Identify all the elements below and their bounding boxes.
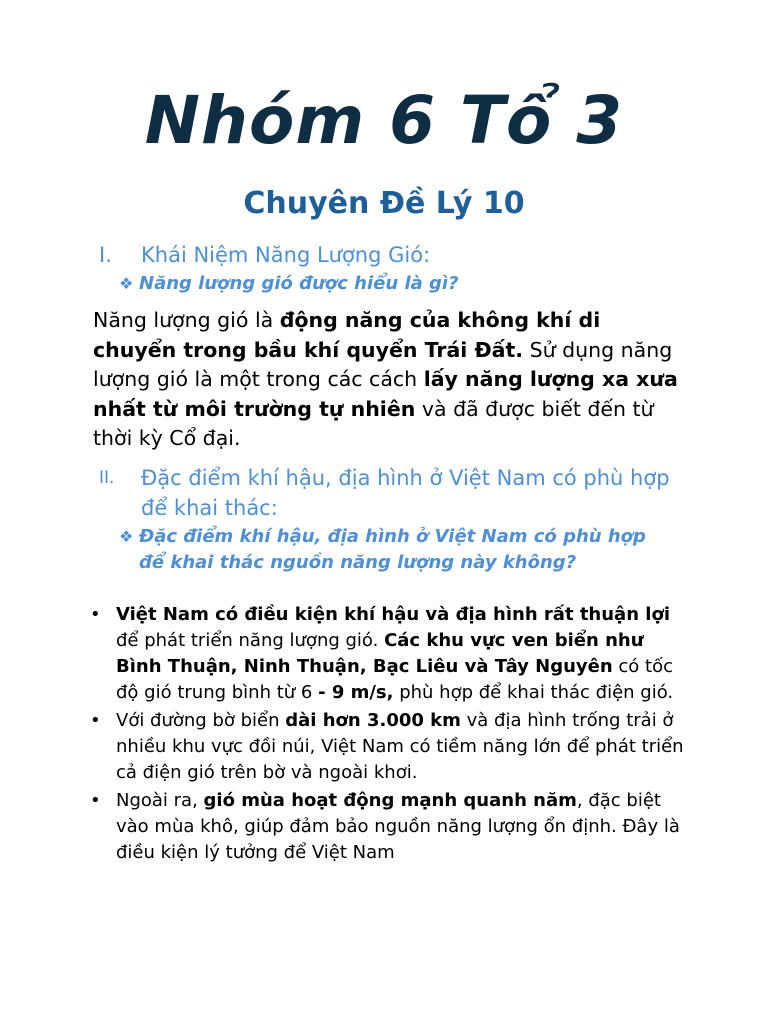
section-2-question — [119, 524, 679, 602]
section-1-paragraph — [93, 306, 683, 454]
section-1-heading — [99, 240, 699, 270]
bullet-bold: dài hơn 3.000 km — [285, 710, 461, 731]
section-2-title: Đặc điểm khí hậu, địa hình ở Việt Nam có phù hợp để khai thác: — [141, 466, 670, 520]
diamond-bullet-icon: ❖ — [119, 527, 134, 546]
bullet-text: Ngoài ra, — [116, 790, 204, 811]
list-item — [88, 602, 688, 706]
list-item — [88, 708, 688, 786]
bullet-text: Với đường bờ biển — [116, 710, 286, 731]
section-2-heading — [99, 463, 699, 523]
section-1-question — [119, 271, 679, 297]
round-bullet-icon: • — [90, 710, 101, 731]
bullet-bold: Các khu vực ven biển như Bình Thuận, Ninh Thuận, Bạc Liêu và Tây Nguyên — [116, 630, 644, 677]
bullet-text: để phát triển năng lượng gió. — [116, 630, 385, 651]
paragraph-text: và đã được biết đến từ thời kỳ Cổ đại. — [93, 396, 654, 450]
section-2-question-text: Đặc điểm khí hậu, địa hình ở Việt Nam có phù hợp để khai thác nguồn năng lượng này không? — [139, 526, 646, 573]
bullet-text: , đặc biệt vào mùa khô, giúp đảm bảo nguồn năng lượng ổn định. Đây là điều kiện lý tưởng để Việt Nam — [116, 790, 680, 863]
diamond-bullet-icon: ❖ — [119, 274, 134, 293]
bullet-text: có tốc độ gió trung bình từ 6 — [116, 656, 674, 703]
section-2-number: II. — [99, 468, 115, 488]
paragraph-text: Năng lượng gió là — [93, 308, 280, 332]
section-1-question-text: Năng lượng gió được hiểu là gì? — [139, 273, 459, 294]
document-title: Nhóm 6 Tổ 3 — [144, 82, 624, 159]
round-bullet-icon: • — [90, 604, 101, 625]
paragraph-bold: lấy năng lượng xa xưa nhất từ môi trường tự nhiên — [93, 367, 678, 421]
section-1-title: Khái Niệm Năng Lượng Gió: — [141, 243, 431, 267]
bullet-text: và địa hình trống trải ở nhiều khu vực đồi núi, Việt Nam có tiềm năng lớn để phát triển cả điện gió trên bờ và ngoài khơi. — [116, 710, 684, 783]
bullet-bold: Việt Nam có điều kiện khí hậu và địa hình rất thuận lợi — [116, 604, 670, 625]
list-item — [88, 788, 688, 866]
bullet-bold: gió mùa hoạt động mạnh quanh năm — [203, 790, 577, 811]
paragraph-bold: động năng của không khí di chuyển trong bầu khí quyển Trái Đất. — [93, 308, 601, 362]
section-1-number: I. — [99, 243, 112, 267]
bullet-bold: - 9 m/s, — [318, 682, 394, 703]
bullet-text: phù hợp để khai thác điện gió. — [393, 682, 674, 703]
paragraph-text: Sử dụng năng lượng gió là một trong các cách — [93, 337, 673, 391]
document-subtitle: Chuyên Đề Lý 10 — [243, 186, 525, 221]
section-2-bullet-list — [88, 602, 688, 868]
round-bullet-icon: • — [90, 790, 101, 811]
